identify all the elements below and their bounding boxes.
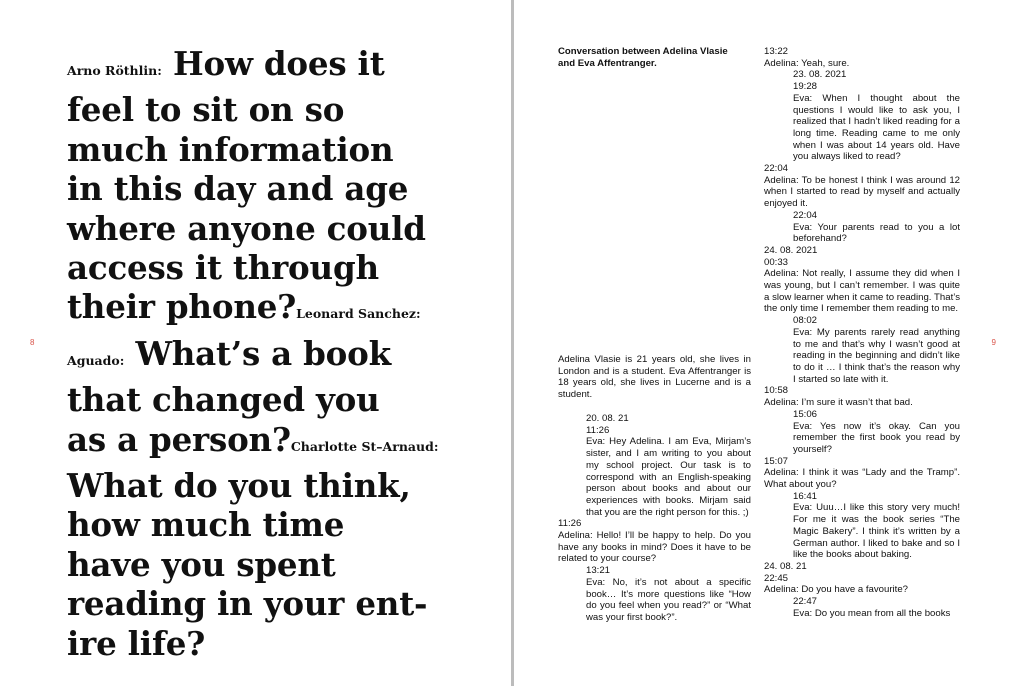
question-text: reading in your ent- [67,584,428,624]
question-line [67,169,467,208]
question-line [67,130,467,169]
message-line: Eva: My parents rarely read anything to me and that’s why I wasn’t good at reading in the beginning and didn’t like to do it … I think that’s the reason why I started so late with it. [793,326,960,385]
message-line: 23. 08. 2021 [793,69,847,81]
question-line [67,287,467,333]
question-text: their phone? [67,287,297,327]
question-text: What’s a book [135,333,391,373]
question-line [67,90,467,129]
message-line: 11:26 [586,424,610,436]
message-line: 24. 08. 2021 [764,244,818,256]
message-line: 20. 08. 21 [586,413,629,424]
question-text: ire life? [67,623,206,663]
question-text: feel to sit on so [67,90,345,130]
message-line: Eva: When I thought about the questions I would like to ask you, I realized that I hadn’t liked reading for a long time. Reading came to me only when I was about 14 years old. Have you always liked to read? [793,92,960,163]
message-line: Eva: No, it’s not about a specific book… It’s more questions like “How do you feel when you read?” or “What was your first book?”. [586,576,751,623]
bio-text: Adelina Vlasie is 21 years old, she lives in London and is a student. Eva Affentranger is 18 years old, she lives in Lucerne and is a student. [558,354,751,401]
question-line [67,466,467,505]
question-line [67,584,467,623]
message-line: 10:58 [764,385,789,397]
bio-paragraph [558,354,751,401]
question-line [67,209,467,248]
question-text: How does it [172,44,385,83]
message-line: Eva: Yes now it’s okay. Can you remember the first book you read by yourself? [793,420,960,455]
message-line: 19:28 [793,81,818,93]
message-line: 22:04 [764,163,789,175]
message-line: Adelina: Do you have a favourite? [764,584,908,596]
message-line: 22:45 [764,572,789,584]
message-line: Eva: Do you mean from all the books [793,607,951,619]
message-line: Eva: Hey Adelina. I am Eva, Mirjam’s sister, and I am writing to you about my school project. Our task is to correspond with an English-speaking person about books and about our experiences with books. Mirjam said that you are the right person for this. ;) [586,436,751,518]
conversation-column-2 [764,46,960,619]
question-text: access it through [67,248,379,288]
questions-block [67,44,467,663]
message-line: Adelina: I think it was “Lady and the Tramp”. What about you? [764,467,960,491]
speaker-name: Aguado: [67,352,125,368]
message-line: 13:22 [764,46,789,57]
conversation-column-1 [558,413,751,624]
message-line: 22:04 [793,209,818,221]
message-line: 22:47 [793,596,818,608]
message-line: Adelina: Hello! I’ll be happy to help. Do you have any books in mind? Does it have to be related to your course? [558,530,751,565]
speaker-name: Leonard Sanchez: [296,306,421,322]
message-line: Adelina: To be honest I think I was around 12 when I started to read by myself and actually enjoyed it. [764,174,960,210]
heading-line: and Eva Affentranger. [558,57,657,69]
message-line: 08:02 [793,315,818,327]
message-line: 15:07 [764,455,789,467]
question-line [67,44,467,90]
message-line: Eva: Uuu…I like this story very much! For me it was the book series “The Magic Bakery”. I think it’s written by a German author. I liked to bake and so I like the books about baking. [793,502,960,561]
message-line: 11:26 [558,518,582,530]
question-line [67,420,467,466]
question-line [67,334,467,380]
right-page [514,0,1024,686]
question-text: in this day and age [67,169,409,209]
page-number-left: 8 [30,338,35,347]
speaker-name: Charlotte St–Arnaud: [290,438,439,454]
message-line: 16:41 [793,490,818,502]
message-line: Adelina: I’m sure it wasn’t that bad. [764,397,913,409]
question-text: much information [67,129,394,169]
speaker-name: Arno Röthlin: [67,63,162,78]
question-line [67,545,467,584]
message-line: 15:06 [793,408,818,420]
heading-line: Conversation between Adelina Vlasie [558,46,728,57]
question-text: where anyone could [67,208,426,248]
question-line [67,380,467,419]
message-line: Eva: Your parents read to you a lot beforehand? [793,221,960,245]
message-line: Adelina: Yeah, sure. [764,57,850,69]
message-line: 13:21 [586,565,611,577]
question-text: as a person? [67,419,291,459]
conversation-heading [558,46,728,69]
question-line [67,248,467,287]
question-text: how much time [67,505,345,545]
message-line: Adelina: Not really, I assume they did when I was young, but I can’t remember. I was quite a slow learner when it came to reading. That’s the only time I remember them reading to me. [764,268,960,315]
question-line [67,624,467,663]
question-text: have you spent [67,544,336,584]
question-line [67,505,467,544]
left-page [0,0,511,686]
message-line: 00:33 [764,256,789,268]
question-text: that changed you [67,380,380,420]
question-text: What do you think, [67,466,411,506]
page-number-right: 9 [991,338,996,347]
message-line: 24. 08. 21 [764,560,807,572]
